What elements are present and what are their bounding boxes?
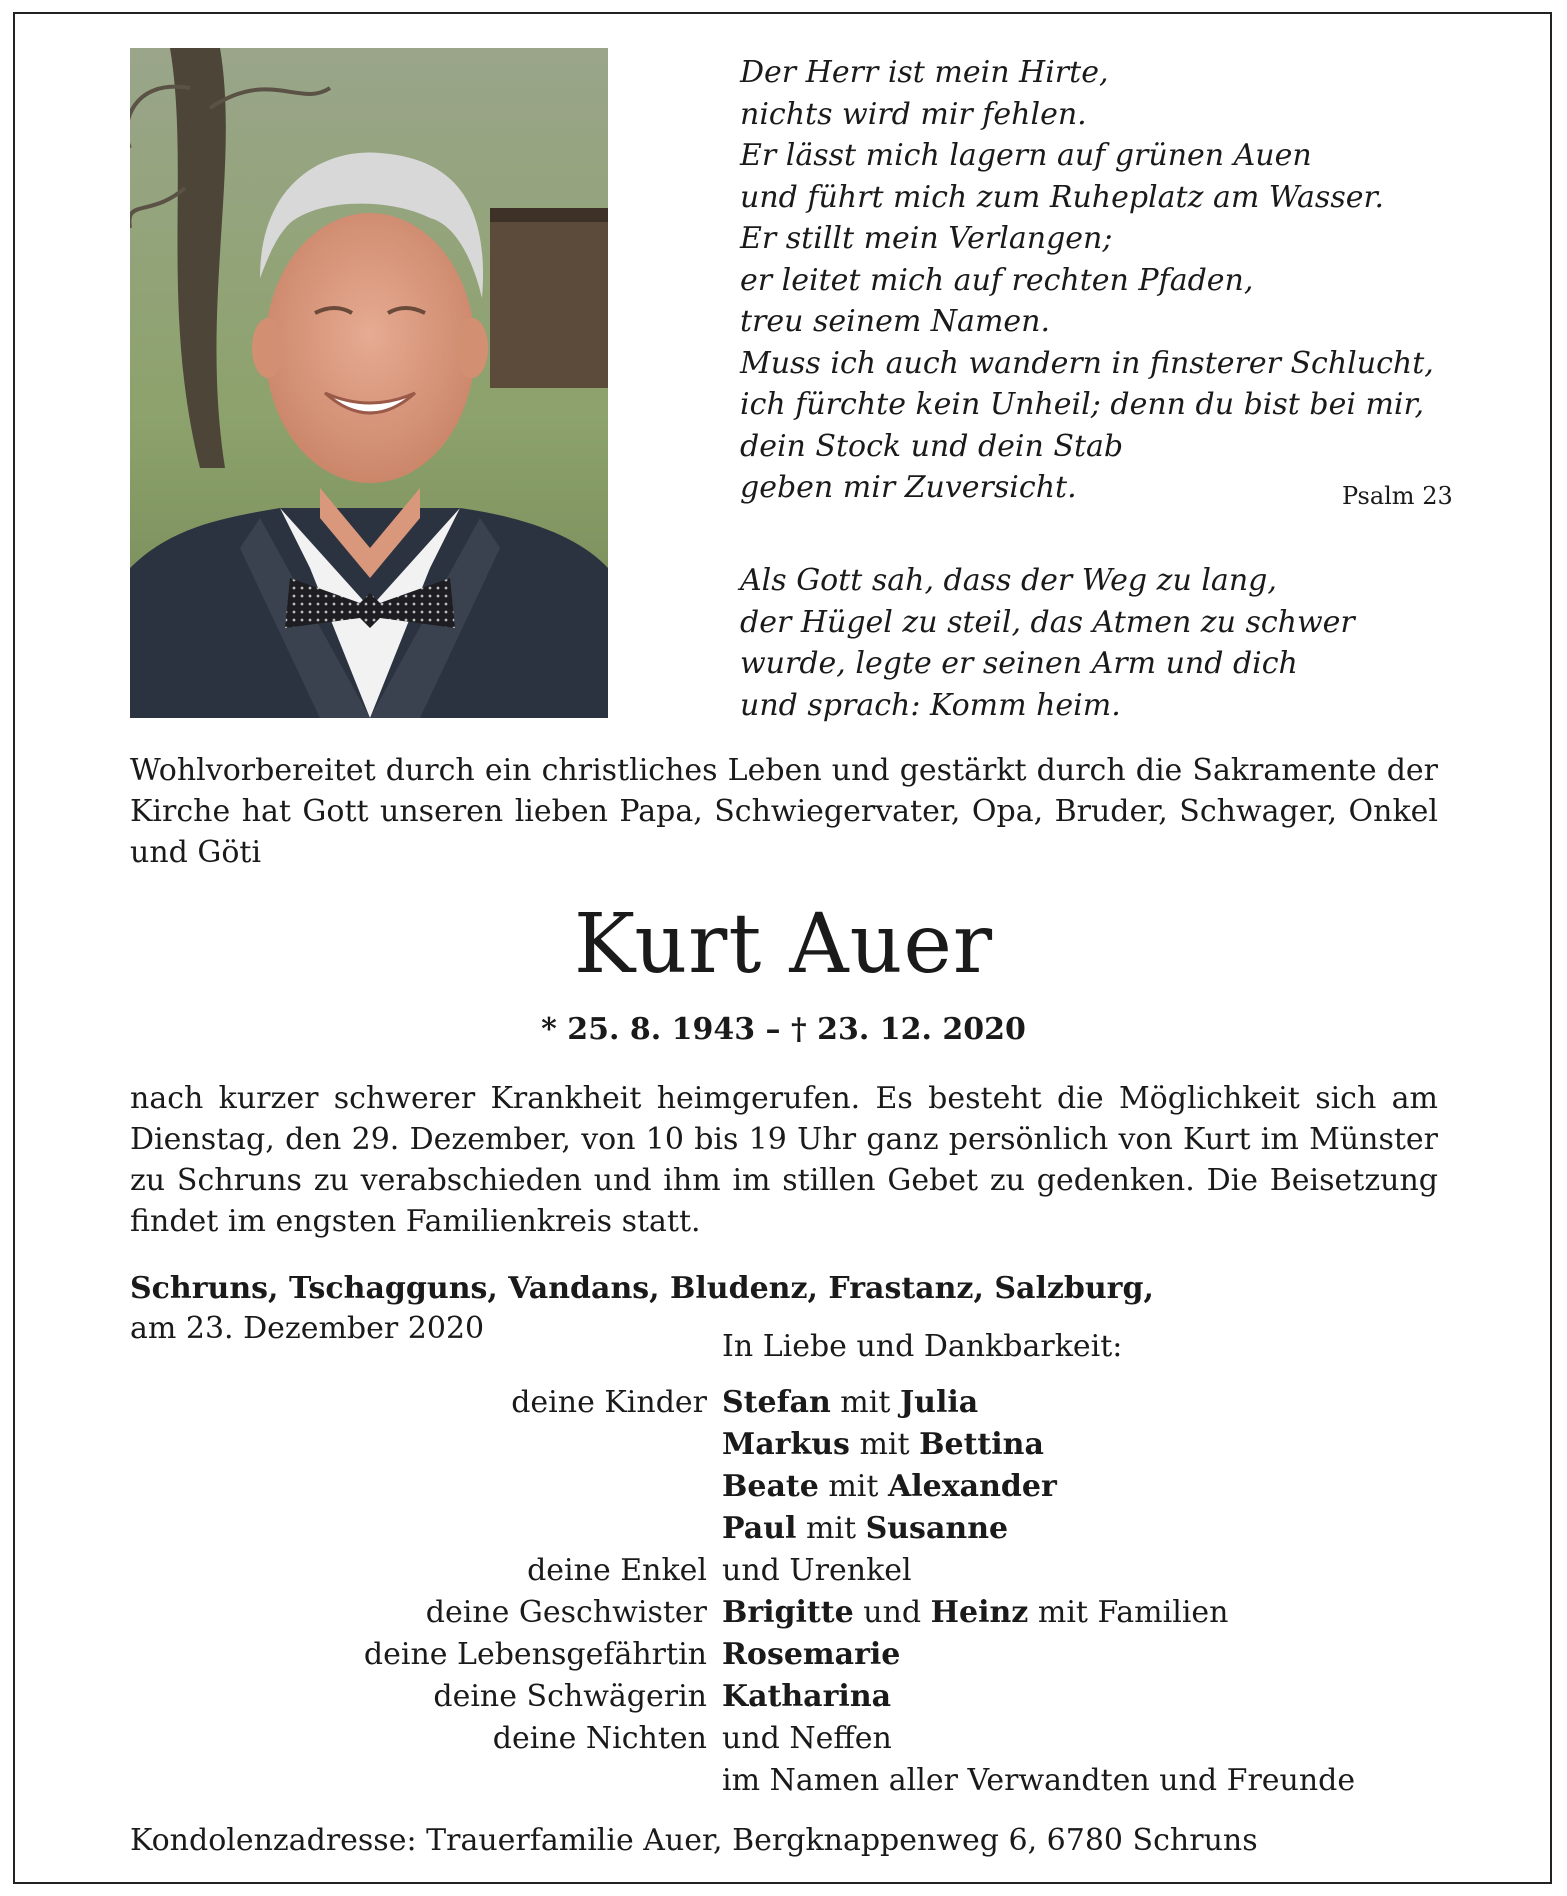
relative-names: Brigitte und Heinz mit Familien bbox=[722, 1595, 1229, 1630]
poem-line: und sprach: Komm heim. bbox=[740, 687, 1121, 723]
relative-names: und Neffen bbox=[722, 1721, 892, 1756]
relative-names: und Urenkel bbox=[722, 1553, 912, 1588]
psalm-line: er leitet mich auf rechten Pfaden, bbox=[740, 262, 1254, 298]
relative-row bbox=[0, 1718, 1567, 1760]
love-line: In Liebe und Dankbarkeit: bbox=[722, 1329, 1123, 1364]
relative-names: Rosemarie bbox=[722, 1637, 901, 1672]
poem-line: wurde, legte er seinen Arm und dich bbox=[740, 646, 1298, 681]
relative-row bbox=[0, 1676, 1567, 1718]
relative-label: deine Lebensgefährtin bbox=[363, 1637, 707, 1672]
psalm-line: nichts wird mir fehlen. bbox=[740, 96, 1087, 132]
announcement-paragraph: nach kurzer schwerer Krankheit heimgerufen. Es besteht die Möglichkeit sich am Dienstag, den 29. Dezember, von 10 bis 19 Uhr ganz persönlich von Kurt im Münster zu Schruns zu verabschieden und ihm im stillen Gebet zu gedenken. Die Beisetzung findet im engsten Familienkreis statt. bbox=[130, 1081, 1438, 1239]
relative-names: im Namen aller Verwandten und Freunde bbox=[722, 1763, 1356, 1798]
announcement-date: am 23. Dezember 2020 bbox=[130, 1311, 485, 1346]
relative-row bbox=[0, 1466, 1567, 1508]
portrait-photo bbox=[130, 48, 608, 718]
family-places: Schruns, Tschagguns, Vandans, Bludenz, Frastanz, Salzburg, bbox=[130, 1271, 1154, 1306]
relative-names: Paul mit Susanne bbox=[722, 1511, 1009, 1546]
psalm-line: dein Stock und dein Stab bbox=[740, 428, 1124, 464]
relative-label: deine Geschwister bbox=[425, 1595, 707, 1630]
poem-line: der Hügel zu steil, das Atmen zu schwer bbox=[740, 604, 1355, 640]
psalm-line: geben mir Zuversicht. bbox=[740, 470, 1077, 505]
relative-label: deine Kinder bbox=[511, 1385, 707, 1420]
condolence-address: Kondolenzadresse: Trauerfamilie Auer, Bergknappenweg 6, 6780 Schruns bbox=[130, 1823, 1258, 1858]
relative-row bbox=[0, 1634, 1567, 1676]
relative-label: deine Schwägerin bbox=[433, 1679, 707, 1714]
psalm-line: und führt mich zum Ruheplatz am Wasser. bbox=[740, 179, 1385, 215]
psalm-line: Muss ich auch wandern in finsterer Schlucht, bbox=[740, 345, 1434, 381]
relative-row bbox=[0, 1424, 1567, 1466]
relative-row bbox=[0, 1550, 1567, 1592]
psalm-reference: Psalm 23 bbox=[1342, 482, 1453, 510]
psalm-line: Der Herr ist mein Hirte, bbox=[740, 55, 1109, 90]
relative-names: Markus mit Bettina bbox=[722, 1427, 1044, 1462]
intro-paragraph: Wohlvorbereitet durch ein christliches Leben und gestärkt durch die Sakramente der Kirche hat Gott unseren lieben Papa, Schwiegervater, Opa, Bruder, Schwager, Onkel und Göti bbox=[130, 753, 1438, 870]
relative-names: Katharina bbox=[722, 1679, 892, 1714]
relative-row bbox=[0, 1382, 1567, 1424]
relative-row bbox=[0, 1760, 1567, 1802]
poem-verse bbox=[740, 560, 1460, 726]
life-dates: * 25. 8. 1943 – † 23. 12. 2020 bbox=[541, 1012, 1026, 1047]
relative-label: deine Enkel bbox=[527, 1553, 707, 1588]
relative-names: Stefan mit Julia bbox=[722, 1385, 979, 1420]
poem-line: Als Gott sah, dass der Weg zu lang, bbox=[740, 563, 1277, 598]
psalm-line: treu seinem Namen. bbox=[740, 304, 1051, 339]
psalm-verse bbox=[740, 52, 1460, 509]
psalm-line: Er stillt mein Verlangen; bbox=[740, 221, 1113, 256]
psalm-line: ich fürchte kein Unheil; denn du bist bei mir, bbox=[740, 387, 1425, 422]
relative-row bbox=[0, 1508, 1567, 1550]
relative-label: deine Nichten bbox=[492, 1721, 707, 1756]
relative-row bbox=[0, 1592, 1567, 1634]
psalm-line: Er lässt mich lagern auf grünen Auen bbox=[740, 138, 1312, 173]
deceased-name: Kurt Auer bbox=[573, 897, 994, 992]
relative-names: Beate mit Alexander bbox=[722, 1469, 1057, 1504]
